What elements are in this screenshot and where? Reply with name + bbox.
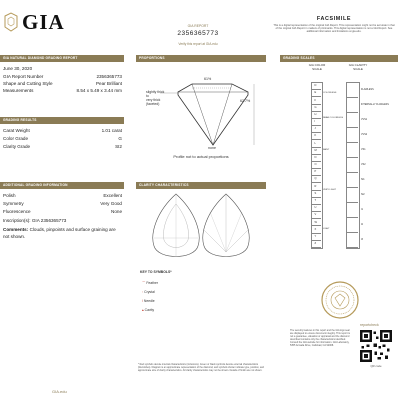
proportions-title: PROPORTIONS (136, 55, 266, 62)
color-scale-tick (311, 104, 321, 105)
color-grade-label: O (314, 163, 317, 167)
color-word-label: LIGHT (323, 228, 330, 231)
facsimile-title: FACSIMILE (316, 16, 352, 22)
clarity-scale-tick (346, 187, 358, 188)
culet-label: none (208, 146, 216, 150)
gia-seal (320, 280, 360, 320)
color-grade-label: G (314, 105, 317, 109)
additional-row: Polish Excellent (3, 193, 122, 198)
color-grade-label: V (314, 213, 317, 217)
color-scale-tick (311, 225, 321, 226)
clarity-grade-label: SI1 (361, 178, 365, 182)
footer-link[interactable]: GIA.edu (52, 389, 67, 394)
color-word-label: FAINT (323, 149, 330, 152)
color-grade-label: P (314, 170, 317, 174)
clarity-scale-tick (346, 127, 358, 128)
clarity-scale-tick (346, 97, 358, 98)
clarity-footnote: * Red symbols denote internal characteristics (inclusions). Green or black symbols denote external characteristics (blemishes). Diagram is an approximate representation of the diamond, and symbols shown indicate type, position, and approximate size of clarity characteristics. All clarity characteristics may not be shown. Details of finish are not shown. (138, 363, 264, 372)
diamond-profile (178, 84, 251, 145)
color-scale-tick (311, 190, 321, 191)
clarity-grade-label: I3 (361, 238, 363, 242)
color-scale-tick (311, 132, 321, 133)
color-grade-label: Y (314, 234, 317, 238)
clarity-characteristics-title: CLARITY CHARACTERISTICS (136, 182, 266, 189)
crystal-icon: ◦ (142, 290, 144, 294)
proportions-diagram (136, 63, 266, 153)
grading-row: Carat Weight 1.01 carat (3, 128, 122, 133)
color-word-label: VERY LIGHT (323, 188, 336, 191)
color-grade-label: K (314, 134, 317, 138)
feather-icon: ⌒ (142, 281, 146, 285)
pear-pavilion-view (203, 194, 249, 257)
grading-scales-title: GRADING SCALES (280, 55, 398, 62)
clarity-grade-label: I2 (361, 223, 363, 227)
grading-row: Clarity Grade SI2 (3, 144, 122, 149)
clarity-scale (346, 82, 360, 249)
color-grade-label: H (314, 112, 317, 116)
additional-row: Symmetry Very Good (3, 201, 122, 206)
key-item-cavity: ▴ Cavity (142, 308, 155, 312)
qr-label: QR code (370, 364, 382, 368)
grading-row: Color Grade G (3, 136, 122, 141)
color-grade-label: N (314, 155, 317, 159)
cavity-icon: ▴ (142, 308, 144, 312)
facsimile-text: This is a digital representation of the original GIA Report. This representation might not be accurate in that of the original GIA Report in matters of printmarks. This digital representation is not a GIA Report. See additional information and limitations at gia.edu. (273, 24, 395, 34)
color-scale-tick (311, 182, 321, 183)
clarity-scale-tick (346, 247, 358, 248)
qr-code-icon (360, 330, 392, 362)
color-grade-label: W (314, 220, 317, 224)
color-scale-tick (311, 161, 321, 162)
security-text: The security features in this report and the GIA logo seal are displayed to ensure document integrity. This report is not a guarantee, valuation or appraisal and the diamond described contains only the characteristics identified. Consult the GIA website for information. GIA Laboratory, 5355 Armada Drive, Carlsbad, CA 92008. (290, 329, 350, 347)
pear-crown-view (153, 194, 199, 257)
color-grade-label: I (314, 120, 316, 124)
clarity-grade-label: I1 (361, 208, 363, 212)
color-scale-tick (311, 96, 321, 97)
clarity-grade-label: INTERNALLY FLAWLESS (361, 103, 389, 107)
clarity-scale-title: GIA CLARITY SCALE (348, 63, 368, 71)
color-scale-tick (311, 218, 321, 219)
report-date: June 30, 2020 (3, 66, 33, 71)
detail-row: Shape and Cutting Style Pear Brilliant (3, 81, 122, 86)
clarity-grade-label: VVS1 (361, 118, 368, 122)
color-grade-label: X (314, 227, 317, 231)
color-word-label: NEAR COLORLESS (323, 116, 344, 119)
girdle-labels: slightly thick to very thick (faceted) (146, 90, 165, 106)
clarity-scale-tick (346, 202, 358, 203)
color-scale-tick (311, 118, 321, 119)
clarity-grade-label: VS2 (361, 163, 366, 167)
detail-row: Measurements 8.54 x 5.49 x 3.44 mm (3, 88, 122, 93)
color-scale-tick (311, 197, 321, 198)
additional-row: Fluorescence None (3, 209, 122, 214)
color-grade-label: T (314, 198, 317, 202)
color-scale-tick (311, 204, 321, 205)
key-item-needle: / Needle (142, 299, 155, 303)
additional-info-title: ADDITIONAL GRADING INFORMATION (0, 182, 124, 189)
grading-results-title: GRADING RESULTS (0, 117, 124, 124)
color-grade-label: S (314, 191, 317, 195)
verify-text[interactable]: Verify this report at GIA.edu (178, 42, 218, 46)
clarity-scale-tick (346, 217, 358, 218)
diamond-logo-icon (3, 12, 19, 32)
color-grade-label: U (314, 206, 317, 210)
clarity-scale-tick (346, 157, 358, 158)
color-scale-tick (311, 111, 321, 112)
color-scale-tick (311, 168, 321, 169)
color-grade-label: M (314, 148, 317, 152)
color-scale-tick (311, 154, 321, 155)
clarity-diagram (136, 190, 266, 270)
depth-pct: 62.7% (240, 99, 251, 103)
clarity-scale-tick (346, 112, 358, 113)
color-grade-label: Z (314, 242, 317, 246)
logo-text: GIA (22, 10, 65, 34)
comments: Comments: Clouds, pinpoints and surface graining are not shown. (3, 227, 116, 239)
color-scale (311, 82, 323, 249)
color-scale-tick (311, 240, 321, 241)
clarity-grade-label: FLAWLESS (361, 88, 374, 92)
inscription: Inscription(s): GIA 2356365773 (3, 218, 67, 223)
key-item-crystal: ◦ Crystal (142, 290, 155, 294)
color-scale-tick (311, 247, 321, 248)
report-number-header: 2356365773 (177, 30, 219, 37)
clarity-grade-label: SI2 (361, 193, 365, 197)
clarity-scale-tick (346, 142, 358, 143)
clarity-scale-tick (346, 172, 358, 173)
color-grade-label: D (314, 84, 317, 88)
detail-row: GIA Report Number 2356365773 (3, 74, 122, 79)
needle-icon: / (142, 299, 143, 303)
report-label: GIA REPORT (187, 24, 209, 28)
profile-note: Profile not to actual proportions (173, 154, 229, 159)
color-scale-tick (311, 125, 321, 126)
color-scale-tick (311, 211, 321, 212)
color-grade-label: E (314, 91, 317, 95)
table-pct: 61% (204, 77, 212, 81)
color-scale-tick (311, 175, 321, 176)
key-list (142, 279, 158, 315)
clarity-grade-label: VS1 (361, 148, 366, 152)
color-grade-label: R (314, 184, 317, 188)
key-item-feather: ⌒ Feather (142, 281, 159, 285)
reportcheck-label[interactable]: reportcheck (360, 323, 379, 327)
clarity-grade-label: VVS2 (361, 133, 368, 137)
clarity-scale-tick (346, 232, 358, 233)
color-scale-tick (311, 233, 321, 234)
qr-code[interactable] (360, 330, 392, 362)
color-scale-tick (311, 147, 321, 148)
color-scale-title: GIA COLOR SCALE (308, 63, 326, 71)
color-grade-label: F (314, 98, 317, 102)
key-title: KEY TO SYMBOLS* (140, 270, 172, 274)
color-scale-tick (311, 89, 321, 90)
color-grade-label: J (314, 127, 316, 131)
gia-logo (3, 10, 63, 36)
color-grade-label: Q (314, 177, 317, 181)
report-section-title: GIA NATURAL DIAMOND GRADING REPORT (0, 55, 124, 62)
color-scale-tick (311, 139, 321, 140)
color-word-label: COLORLESS (323, 91, 337, 94)
color-grade-label: L (314, 141, 316, 145)
